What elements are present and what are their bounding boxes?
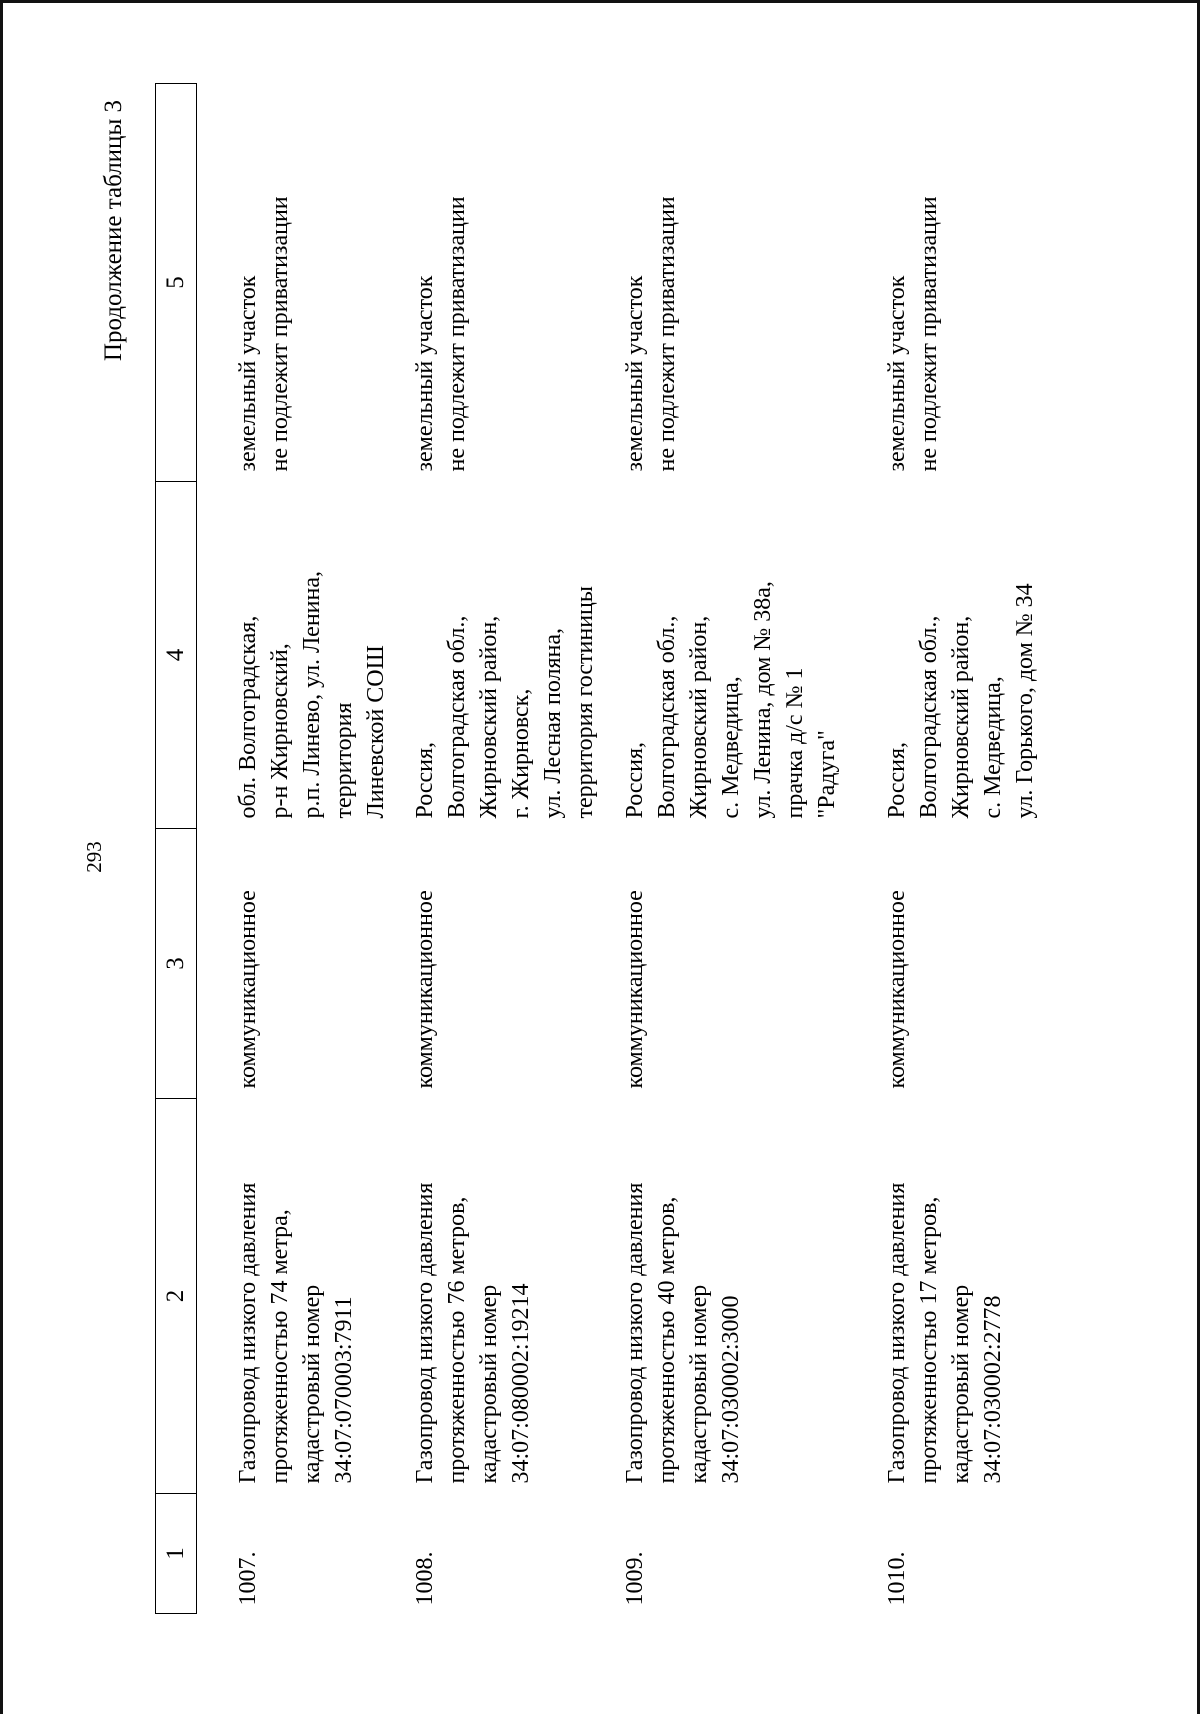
object-name: Газопровод низкого давления протяженностью 17 метров, кадастровый номер 34:07:030002:2778 bbox=[883, 1182, 1006, 1484]
object-address: Россия, Волгоградская обл., Жирновский район, г. Жирновск, ул. Лесная поляна, территория гостиницы bbox=[411, 585, 598, 819]
row-number: 1008. bbox=[411, 1551, 438, 1606]
object-note: земельный участок не подлежит приватизации bbox=[621, 196, 680, 472]
object-purpose: коммуникационное bbox=[883, 890, 910, 1089]
data-table bbox=[155, 83, 1051, 1614]
column-header-2: 2 bbox=[156, 1099, 197, 1494]
row-number: 1007. bbox=[235, 1551, 261, 1606]
column-header-3: 3 bbox=[156, 829, 197, 1099]
row-number: 1009. bbox=[621, 1551, 648, 1606]
object-name: Газопровод низкого давления протяженностью 76 метров, кадастровый номер 34:07:080002:19214 bbox=[411, 1182, 534, 1484]
object-name: Газопровод низкого давления протяженностью 74 метра, кадастровый номер 34:07:070003:7911 bbox=[235, 1182, 357, 1484]
object-address: обл. Волгоградская, р-н Жирновский, р.п. Линево, ул. Ленина, территория Линевской СОШ bbox=[235, 571, 389, 819]
table-row bbox=[881, 84, 1051, 1614]
object-purpose: коммуникационное bbox=[411, 890, 438, 1089]
object-note: земельный участок не подлежит приватизации bbox=[883, 196, 942, 472]
table-row bbox=[197, 84, 409, 1614]
column-header-1: 1 bbox=[156, 1494, 197, 1614]
object-address: Россия, Волгоградская обл., Жирновский район, с. Медведица, ул. Горького, дом № 34 bbox=[883, 583, 1038, 819]
table-header-row bbox=[156, 84, 197, 1614]
object-note: земельный участок не подлежит приватизации bbox=[411, 196, 470, 472]
column-header-4: 4 bbox=[156, 482, 197, 829]
column-header-5: 5 bbox=[156, 84, 197, 482]
object-purpose: коммуникационное bbox=[235, 890, 261, 1089]
object-address: Россия, Волгоградская обл., Жирновский район, с. Медведица, ул. Ленина, дом № 38а, прачка д/с № 1 "Радуга" bbox=[621, 581, 840, 819]
object-note: земельный участок не подлежит приватизации bbox=[235, 196, 293, 472]
row-number: 1010. bbox=[883, 1551, 910, 1606]
table-row bbox=[619, 84, 881, 1614]
table-title: Продолжение таблицы 3 bbox=[100, 100, 127, 362]
table-row bbox=[409, 84, 619, 1614]
object-name: Газопровод низкого давления протяженностью 40 метров, кадастровый номер 34:07:030002:3000 bbox=[621, 1182, 744, 1484]
object-purpose: коммуникационное bbox=[621, 890, 648, 1089]
page-number: 293 bbox=[82, 841, 106, 873]
